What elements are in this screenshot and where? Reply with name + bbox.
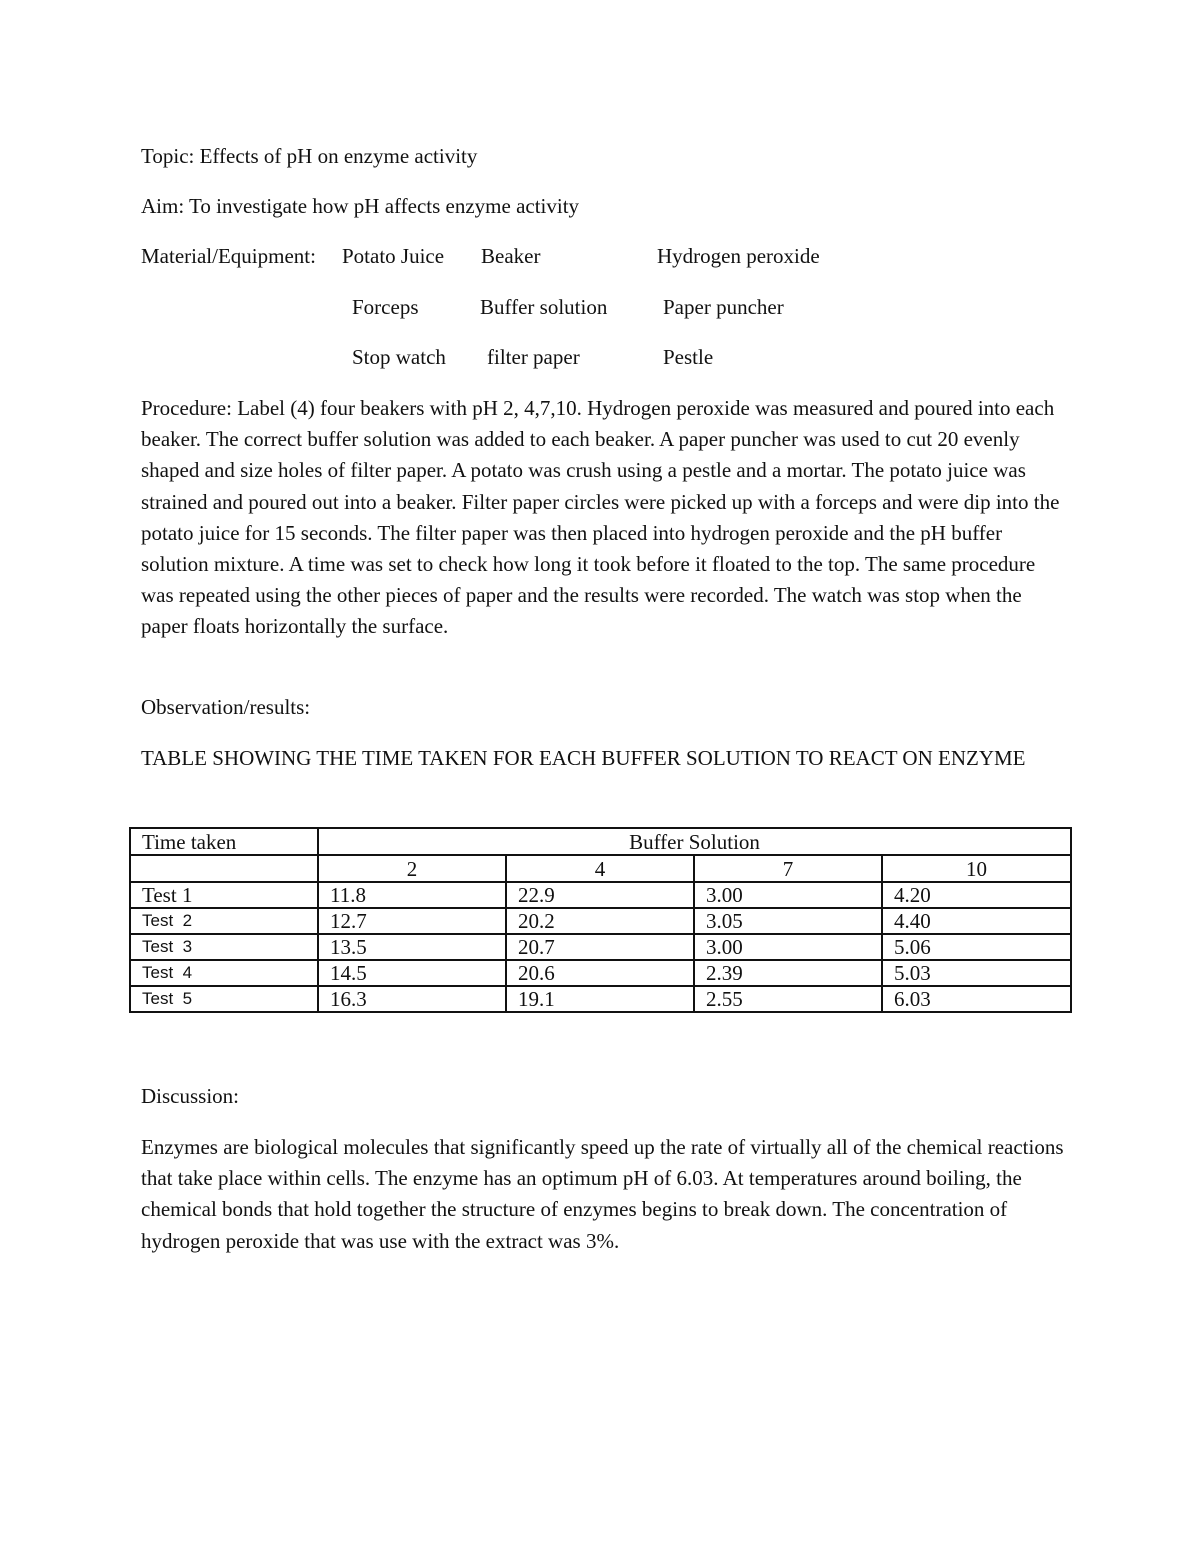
table-column-header: 10 xyxy=(882,855,1071,882)
material-item: Potato Juice xyxy=(342,244,445,268)
table-column-header: 7 xyxy=(694,855,882,882)
table-corner-cell: Time taken xyxy=(130,828,318,855)
table-cell: 14.5 xyxy=(318,960,506,986)
materials-label: Material/Equipment: xyxy=(141,244,316,268)
material-item: Forceps xyxy=(352,295,419,319)
table-cell: 13.5 xyxy=(318,934,506,960)
material-item: Stop watch xyxy=(352,345,446,369)
material-item: Beaker xyxy=(481,244,541,268)
table-cell: 5.06 xyxy=(882,934,1071,960)
discussion-heading: Discussion: xyxy=(141,1084,240,1108)
table-row xyxy=(130,960,1071,986)
row-label: Test 2 xyxy=(130,908,318,934)
material-item: Hydrogen peroxide xyxy=(657,244,820,268)
table-column-row xyxy=(130,855,1071,882)
table-cell: 5.03 xyxy=(882,960,1071,986)
table-cell: 19.1 xyxy=(506,986,694,1012)
table-group-header: Buffer Solution xyxy=(318,828,1071,855)
table-cell: 20.6 xyxy=(506,960,694,986)
table-cell: 22.9 xyxy=(506,882,694,908)
material-item: Paper puncher xyxy=(663,295,784,319)
table-cell: 20.2 xyxy=(506,908,694,934)
row-label: Test 1 xyxy=(130,882,318,908)
table-cell: 11.8 xyxy=(318,882,506,908)
topic-line: Topic: Effects of pH on enzyme activity xyxy=(141,144,478,168)
procedure-paragraph xyxy=(141,393,1071,643)
table-cell: 20.7 xyxy=(506,934,694,960)
table-title-text: TABLE SHOWING THE TIME TAKEN FOR EACH BUFFER SOLUTION TO REACT ON ENZYME xyxy=(141,746,1026,770)
table-column-header: 2 xyxy=(318,855,506,882)
table-row xyxy=(130,934,1071,960)
table-row xyxy=(130,882,1071,908)
table-empty-cell xyxy=(130,855,318,882)
procedure-text: Procedure: Label (4) four beakers with pH 2, 4,7,10. Hydrogen peroxide was measured and poured into each beaker. The correct buffer solution was added to each beaker. A paper puncher was used to cut 20 evenly shaped and size holes of filter paper. A potato was crush using a pestle and a mortar. The potato juice was strained and poured out into a beaker. Filter paper circles were picked up with a forceps and were dip into the potato juice for 15 seconds. The filter paper was then placed into hydrogen peroxide and the pH buffer solution mixture. A time was set to check how long it took before it floated to the top. The same procedure was repeated using the other pieces of paper and the results were recorded. The watch was stop when the paper floats horizontally the surface. xyxy=(141,396,1060,639)
row-label: Test 5 xyxy=(130,986,318,1012)
table-cell: 4.40 xyxy=(882,908,1071,934)
table-cell: 3.00 xyxy=(694,934,882,960)
table-row xyxy=(130,908,1071,934)
material-item: filter paper xyxy=(487,345,580,369)
table-row xyxy=(130,986,1071,1012)
table-cell: 2.55 xyxy=(694,986,882,1012)
discussion-text: Enzymes are biological molecules that significantly speed up the rate of virtually all of the chemical reactions that take place within cells. The enzyme has an optimum pH of 6.03. At temperatures around boiling, the chemical bonds that hold together the structure of enzymes begins to break down. The concentration of hydrogen peroxide that was use with the extract was 3%. xyxy=(141,1135,1064,1253)
table-cell: 4.20 xyxy=(882,882,1071,908)
table-cell: 12.7 xyxy=(318,908,506,934)
table-title xyxy=(141,743,1041,774)
discussion-paragraph xyxy=(141,1132,1071,1257)
results-table xyxy=(129,827,1072,1013)
table-cell: 2.39 xyxy=(694,960,882,986)
material-item: Pestle xyxy=(663,345,714,369)
observation-heading: Observation/results: xyxy=(141,695,311,719)
row-label: Test 3 xyxy=(130,934,318,960)
table-cell: 3.05 xyxy=(694,908,882,934)
aim-line: Aim: To investigate how pH affects enzyme activity xyxy=(141,194,580,218)
table-cell: 6.03 xyxy=(882,986,1071,1012)
table-cell: 3.00 xyxy=(694,882,882,908)
table-header-row xyxy=(130,828,1071,855)
row-label: Test 4 xyxy=(130,960,318,986)
table-cell: 16.3 xyxy=(318,986,506,1012)
material-item: Buffer solution xyxy=(480,295,608,319)
table-column-header: 4 xyxy=(506,855,694,882)
